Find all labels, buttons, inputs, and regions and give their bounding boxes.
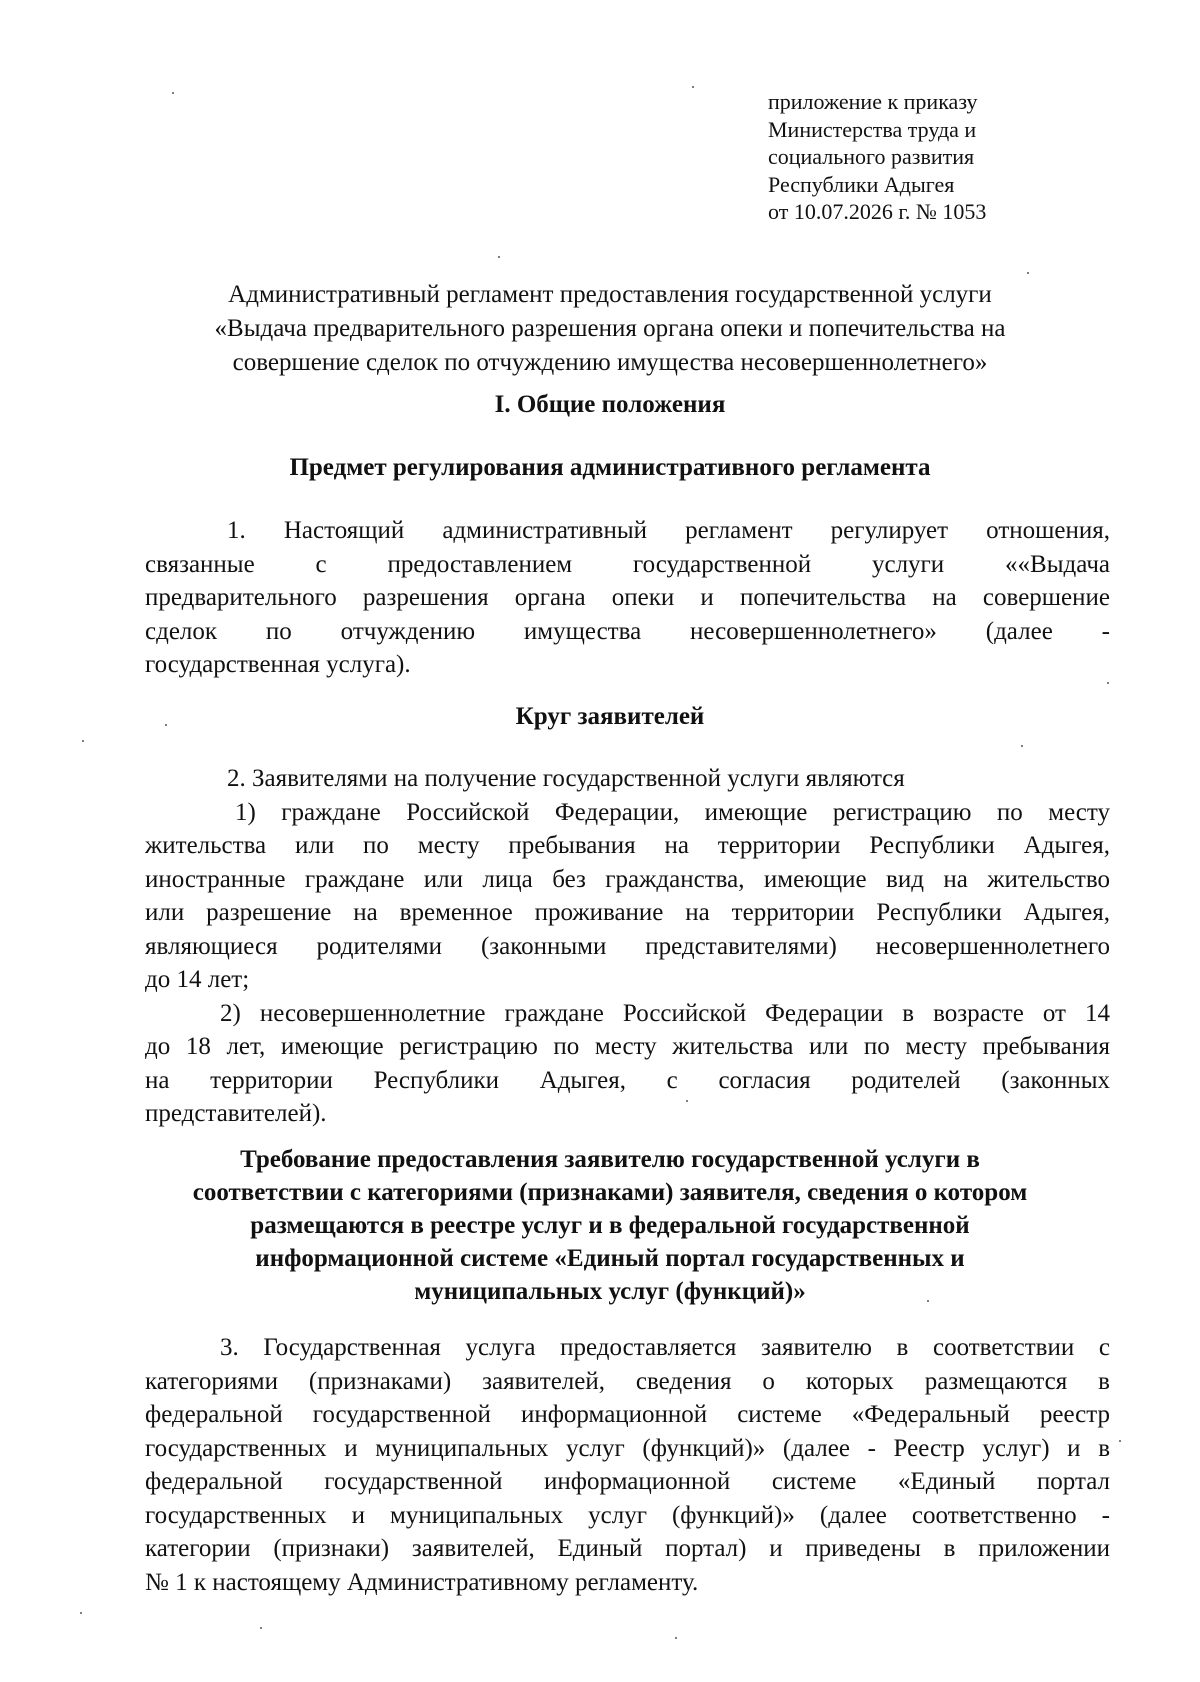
list-item-line: на территории Республики Адыгея, с согласия родителей (законных (145, 1066, 1110, 1094)
heading-line: информационной системе «Единый портал государственных и (255, 1245, 965, 1272)
paragraph-line: категории (признаки) заявителей, Единый портал) и приведены в приложении (145, 1535, 1110, 1562)
list-item-line: иностранные граждане или лица без гражданства, имеющие вид на жительство (145, 865, 1110, 893)
title-line: «Выдача предварительного разрешения органа опеки и попечительства на (214, 315, 1006, 342)
list-item-line: 1) граждане Российской Федерации, имеющие регистрацию по месту (235, 798, 1110, 826)
list-item-line: жительства или по месту пребывания на территории Республики Адыгея, (145, 832, 1110, 859)
paragraph-3 (145, 1331, 1110, 1599)
appendix-block (768, 88, 986, 226)
heading-line: размещаются в реестре услуг и в федеральной государственной (250, 1212, 970, 1239)
scan-speck (80, 1612, 82, 1614)
subsection-heading-text: Предмет регулирования административного регламента (289, 454, 931, 481)
paragraph-line: 2. Заявителями на получение государственной услуги являются (227, 765, 905, 792)
paragraph-line: государственная услуга). (145, 651, 411, 678)
scan-speck (927, 1300, 929, 1302)
appendix-line: приложение к приказу (768, 89, 978, 114)
list-item-line: до 14 лет; (145, 966, 250, 993)
paragraph-line: государственных и муниципальных услуг (функций)» (далее соответственно - (145, 1501, 1110, 1529)
paragraph-2 (145, 762, 1110, 1131)
section-heading-text: I. Общие положения (494, 391, 726, 418)
subsection-heading-subject (140, 451, 1080, 484)
paragraph-line: государственных и муниципальных услуг (функций)» (далее - Реестр услуг) и в (145, 1434, 1110, 1462)
paragraph-line: связанные с предоставлением государственной услуги ««Выдача (145, 550, 1110, 578)
appendix-line: Министерства труда и (768, 116, 977, 142)
appendix-line: Республики Адыгея (768, 171, 955, 197)
subsection-heading-text: Круг заявителей (515, 703, 705, 730)
paragraph-line: федеральной государственной информационной системе «Единый портал (145, 1468, 1110, 1495)
subsection-heading-applicants (140, 700, 1080, 733)
paragraph-line: категориями (признаками) заявителей, сведения о которых размещаются в (145, 1367, 1110, 1395)
list-item-line: или разрешение на временное проживание на территории Республики Адыгея, (145, 899, 1110, 926)
scan-speck (1027, 272, 1029, 274)
paragraph-line: 3. Государственная услуга предоставляется заявителю в соответствии с (220, 1334, 1110, 1361)
list-item-line: 2) несовершеннолетние граждане Российской Федерации в возрасте от 14 (220, 999, 1110, 1027)
title-line: совершение сделок по отчуждению имущества несовершеннолетнего» (232, 349, 988, 376)
paragraph-line: 1. Настоящий административный регламент регулирует отношения, (227, 517, 1110, 544)
scan-speck (686, 1100, 688, 1102)
heading-line: муниципальных услуг (функций)» (414, 1278, 806, 1305)
subsection-heading-requirement (140, 1143, 1080, 1308)
scan-speck (1119, 1440, 1121, 1442)
scan-speck (260, 1627, 262, 1629)
paragraph-line: № 1 к настоящему Административному регламенту. (145, 1568, 699, 1596)
heading-line: Требование предоставления заявителю государственной услуги в (240, 1146, 980, 1173)
heading-line: соответствии с категориями (признаками) заявителя, сведения о котором (192, 1179, 1028, 1206)
scan-speck (692, 86, 694, 88)
scan-speck (498, 256, 500, 258)
scan-speck (1107, 682, 1109, 684)
title-line: Административный регламент предоставления государственной услуги (228, 281, 992, 308)
scan-speck (1021, 745, 1023, 747)
section-heading (140, 388, 1080, 421)
paragraph-line: сделок по отчуждению имущества несовершеннолетнего» (далее - (145, 617, 1110, 645)
document-title (130, 278, 1090, 380)
scan-speck (165, 724, 167, 726)
scan-speck (172, 92, 174, 94)
list-item-line: представителей). (145, 1100, 327, 1127)
list-item-line: являющиеся родителями (законными представителями) несовершеннолетнего (145, 932, 1110, 960)
scan-speck (675, 1637, 677, 1639)
list-item-line: до 18 лет, имеющие регистрацию по месту жительства или по месту пребывания (145, 1033, 1110, 1060)
paragraph-line: федеральной государственной информационной системе «Федеральный реестр (145, 1401, 1110, 1428)
appendix-line: социального развития (768, 144, 975, 169)
paragraph-line: предварительного разрешения органа опеки и попечительства на совершение (145, 584, 1110, 611)
scan-speck (82, 740, 84, 742)
paragraph-1 (145, 514, 1110, 682)
appendix-order-line: от 10.07.2026 г. № 1053 (768, 199, 987, 224)
